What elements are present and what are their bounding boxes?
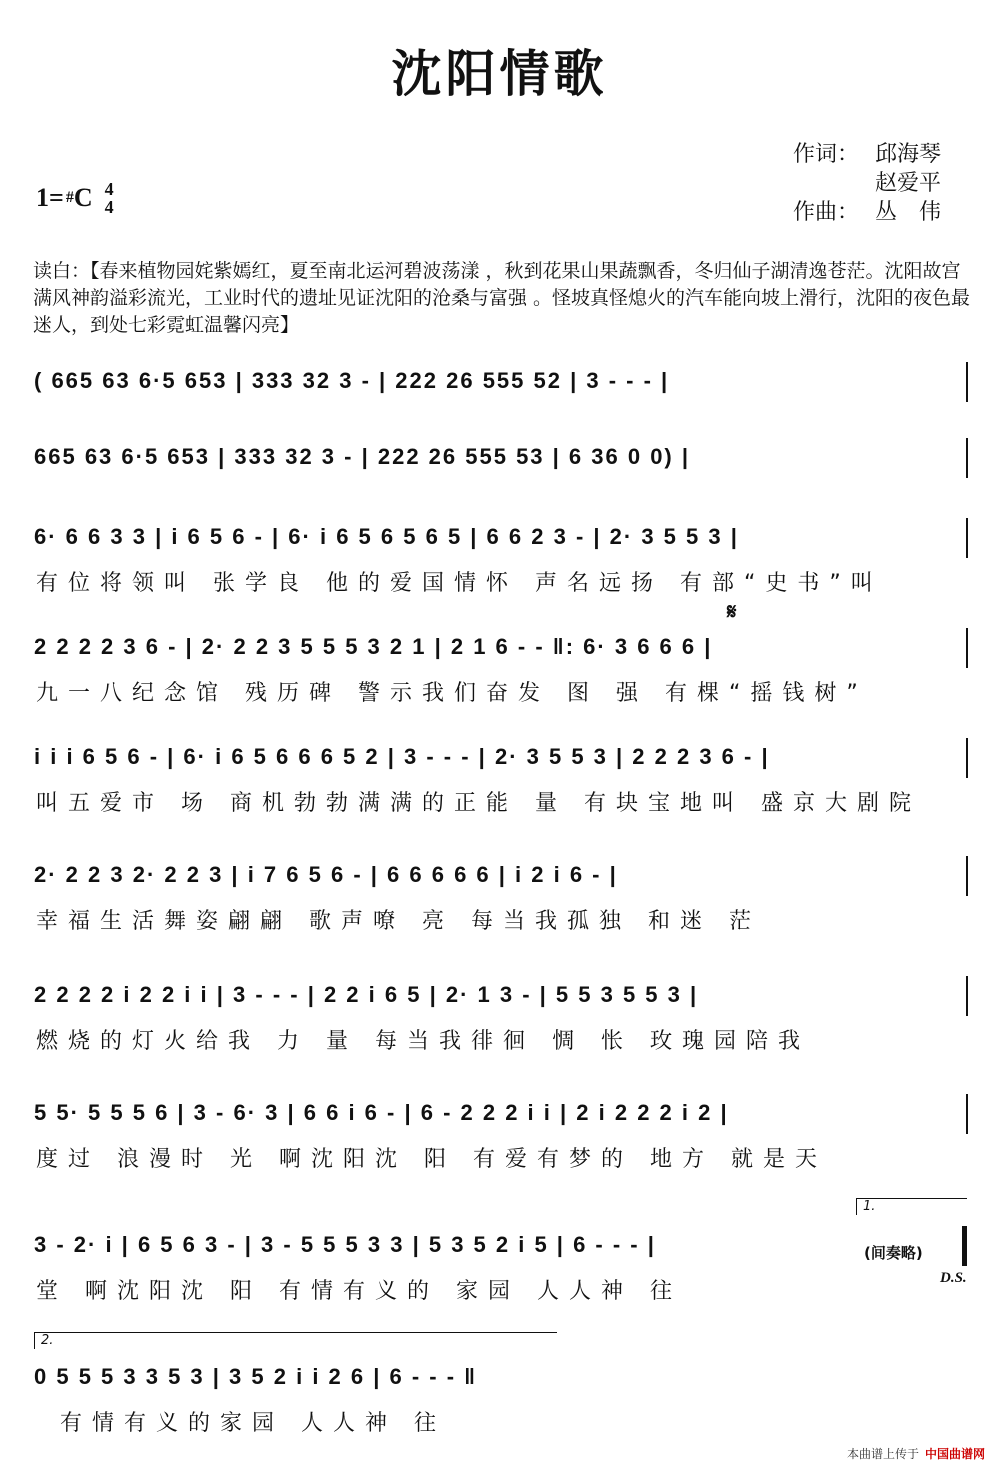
notation-row: 665 63 6·5 653 | 333 32 3 - | 222 26 555 53 | 6 36 0 0) |	[34, 444, 691, 469]
notation-row: 2· 2 2 3 2· 2 2 3 | i 7 6 5 6 - | 6 6 6 6 6 | i 2 i 6 - |	[34, 862, 618, 887]
lyrics-row: 有位将领叫 张学良 他的爱国情怀 声名远扬 有部“史书”叫	[36, 571, 883, 596]
score-line-9	[0, 1232, 999, 1342]
notation-row: 5 5· 5 5 5 6 | 3 - 6· 3 | 6 6 i 6 - | 6 - 2 2 2 i i | 2 i 2 2 2 i 2 |	[34, 1100, 729, 1125]
ds-mark: D.S.	[940, 1270, 967, 1286]
composer-label: 作曲：	[793, 200, 860, 225]
time-bottom: 4	[104, 197, 114, 217]
key-prefix: 1=	[36, 183, 64, 212]
notation-row: ( 665 63 6·5 653 | 333 32 3 - | 222 26 555 52 | 3 - - - |	[34, 368, 670, 393]
notation-row: i i i 6 5 6 - | 6· i 6 5 6 6 6 5 2 | 3 - - - | 2· 3 5 5 3 | 2 2 2 3 6 - |	[34, 744, 770, 769]
lyrics-row: 度过 浪漫时 光 啊沈阳沈 阳 有爱有梦的 地方 就是天	[36, 1147, 827, 1172]
barline	[966, 976, 968, 1016]
barline	[966, 1094, 968, 1134]
volta-2	[34, 1332, 557, 1349]
score-line-5	[0, 744, 999, 854]
composer: 丛 伟	[875, 200, 942, 225]
lyrics-row: 燃烧的灯火给我 力 量 每当我徘徊 惆 怅 玫瑰园陪我	[36, 1029, 810, 1054]
barline	[966, 856, 968, 896]
barline	[966, 518, 968, 558]
lyricist-2: 赵爱平	[875, 171, 942, 196]
segno-sign: 𝄋	[727, 600, 737, 625]
lyricist-1: 邱海琴	[875, 142, 942, 167]
notation-row: 2 2 2 2 i 2 2 i i | 3 - - - | 2 2 i 6 5 | 2· 1 3 - | 5 5 3 5 5 3 |	[34, 982, 699, 1007]
footer-site[interactable]: 中国曲谱网	[924, 1447, 985, 1461]
notation-row: 0 5 5 5 3 3 5 3 | 3 5 2 i i 2 6 | 6 - - - ‖	[34, 1364, 478, 1389]
volta-2-label: 2.	[41, 1333, 54, 1348]
barline	[966, 628, 968, 668]
notation-row: 3 - 2· i | 6 5 6 3 - | 3 - 5 5 5 3 3 | 5 3 5 2 i 5 | 6 - - - |	[34, 1232, 656, 1257]
interlude-note: (间奏略)	[864, 1244, 923, 1262]
barline	[966, 438, 968, 478]
score-line-6	[0, 862, 999, 972]
song-title: 沈阳情歌	[391, 45, 608, 103]
score-line-3	[0, 524, 999, 634]
score-line-7	[0, 982, 999, 1092]
notation-row: 2 2 2 2 3 6 - | 2· 2 2 3 5 5 5 3 2 1 | 2 1 6 - - ‖: 6· 3 6 6 6 |	[34, 634, 713, 659]
volta-1	[856, 1198, 967, 1215]
lyrics-row: 叫五爱市 场 商机勃勃满满的正能 量 有块宝地叫 盛京大剧院	[36, 791, 921, 816]
key-signature	[36, 180, 114, 216]
repeat-end-bar	[962, 1226, 967, 1266]
barline	[966, 362, 968, 402]
lyrics-row: 堂 啊沈阳沈 阳 有情有义的 家园 人人神 往	[36, 1279, 682, 1304]
volta-1-label: 1.	[863, 1199, 876, 1214]
lyricist-label: 作词：	[793, 142, 860, 167]
lyrics-row: 幸福生活舞姿翩翩 歌声嘹 亮 每当我孤独 和迷 茫	[36, 909, 761, 934]
notation-row: 6· 6 6 3 3 | i 6 5 6 - | 6· i 6 5 6 5 6 5 | 6 6 2 3 - | 2· 3 5 5 3 |	[34, 524, 739, 549]
footer	[847, 1445, 985, 1462]
lyrics-row: 九一八纪念馆 残历碑 警示我们奋发 图 强 有棵“摇钱树”	[36, 681, 868, 706]
recitation-text: 读白：【春来植物园姹紫嫣红，夏至南北运河碧波荡漾 ，秋到花果山果蔬飘香，冬归仙子湖清逸苍茫。沈阳故宫满风神韵溢彩流光，工业时代的遗址见证沈阳的沧桑与富强 。怪坡真怪熄火的汽车能向坡上滑行，沈阳的夜色最迷人，到处七彩霓虹温馨闪亮】	[33, 260, 971, 336]
lyrics-row: 有情有义的家园 人人神 往	[60, 1411, 446, 1436]
footer-text: 本曲谱上传于	[846, 1447, 919, 1461]
barline	[966, 738, 968, 778]
score-line-4	[0, 600, 999, 744]
score-line-8	[0, 1100, 999, 1210]
sharp-sign: #	[65, 189, 74, 206]
time-top: 4	[104, 179, 114, 199]
credits	[793, 140, 941, 227]
key-note: C	[73, 183, 93, 212]
time-signature	[105, 180, 114, 216]
